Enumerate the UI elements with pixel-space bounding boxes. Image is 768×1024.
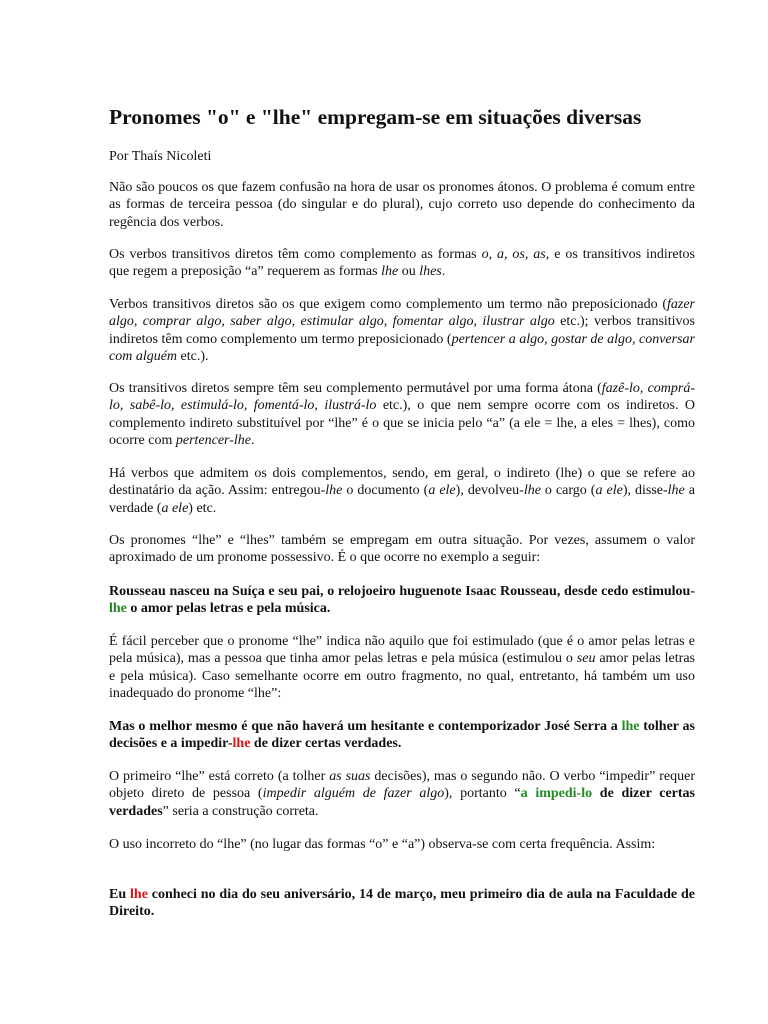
- text-run: .: [251, 433, 255, 449]
- text-run: o cargo (: [540, 483, 596, 499]
- text-run: etc.), o que nem sempre ocorre com os indiretos. O complemento indireto substituível por “lhe” é o que se inicia pelo “a” (a ele = lhe, a eles = lhes), como ocorre com: [109, 398, 695, 449]
- paragraph-4: [109, 380, 695, 450]
- highlight-green: lhe: [109, 601, 127, 617]
- italic-run: a ele: [161, 500, 189, 516]
- text-run: o documento (: [342, 483, 429, 499]
- text-run: Rousseau nasceu na Suíça e seu pai, o relojoeiro huguenote Isaac Rousseau, desde cedo estimulou-: [109, 584, 695, 599]
- text-run: ), disse-: [622, 483, 668, 499]
- italic-run: pertencer-lhe: [175, 433, 251, 449]
- text-run: etc.); verbos transitivos indiretos têm como complemento um termo preposicionado (: [109, 314, 696, 347]
- text-run: a verdade (: [109, 483, 695, 516]
- paragraph-5: [109, 465, 695, 517]
- text-run: Os transitivos diretos sempre têm seu complemento permutável por uma forma átona (: [109, 381, 602, 396]
- text-run: Há verbos que admitem os dois complementos, sendo, em geral, o indireto (lhe) o que se refere ao destinatário da ação. Assim: entregou-: [109, 466, 695, 499]
- text-run: Mas o melhor mesmo é que não haverá um hesitante e contemporizador José Serra a: [109, 719, 622, 734]
- highlight-red: lhe: [130, 887, 148, 902]
- text-run: Os verbos transitivos diretos têm como complemento as formas: [109, 247, 482, 262]
- italic-run: pertencer a algo, gostar de algo, conversar com alguém: [109, 331, 695, 365]
- bold-run: de dizer certas verdades: [109, 786, 695, 819]
- italic-run: lhe: [325, 483, 343, 499]
- text-run: Eu: [109, 887, 131, 902]
- text-run: Verbos transitivos diretos são os que exigem como complemento um termo não preposicionado (: [109, 297, 667, 312]
- italic-run: a ele: [428, 483, 456, 499]
- text-run: ), devolveu-: [455, 483, 524, 499]
- text-run: conheci no dia do seu aniversário, 14 de março, meu primeiro dia de aula na Faculdade de Direito.: [109, 887, 695, 920]
- text-run: tolher as decisões e a impedir-: [109, 719, 695, 752]
- article-title: Pronomes "o" e "lhe" empregam-se em situações diversas: [109, 105, 642, 129]
- example-quote-1: [109, 583, 695, 618]
- text-run: É fácil perceber que o pronome “lhe” indica não aquilo que foi estimulado (que é o amor pelas letras e pela música), mas a pessoa que tinha amor pelas letras e pela música (estimulou o: [109, 634, 695, 667]
- highlight-green: lhe: [621, 719, 640, 734]
- italic-run: fazê-lo, comprá-lo, sabê-lo, estimulá-lo, fomentá-lo, ilustrá-lo: [109, 381, 695, 414]
- text-run: ) etc.: [188, 500, 217, 516]
- text-run: de dizer certas verdades.: [250, 736, 402, 752]
- italic-run: fazer algo, comprar algo, saber algo, estimular algo, fomentar algo, ilustrar algo: [109, 297, 695, 330]
- example-quote-2: [109, 718, 695, 753]
- paragraph-6: Os pronomes “lhe” e “lhes” também se empregam em outra situação. Por vezes, assumem o valor aproximado de um pronome possessivo. É o que ocorre no exemplo a seguir:: [109, 533, 695, 566]
- paragraph-9: O uso incorreto do “lhe” (no lugar das formas “o” e “a”) observa-se com certa frequência. Assim:: [109, 837, 656, 852]
- paragraph-8: [109, 768, 695, 820]
- paragraph-3: [109, 296, 695, 366]
- text-run: .: [441, 264, 446, 280]
- italic-run: seu: [576, 651, 596, 667]
- text-run: ), portanto “: [444, 786, 521, 802]
- italic-run: o, a, os, as: [481, 247, 546, 262]
- text-run: etc.).: [177, 349, 209, 365]
- example-quote-3: [109, 886, 695, 921]
- text-run: , e os transitivos indiretos que regem a preposição “a” requerem as formas: [109, 247, 695, 280]
- italic-run: lhe: [523, 483, 541, 499]
- highlight-red: lhe: [232, 736, 251, 752]
- highlight-green-bold: a impedi-lo: [520, 786, 593, 802]
- italic-run: lhe: [667, 483, 685, 499]
- text-run: o amor pelas letras e pela música.: [126, 601, 331, 617]
- italic-run: lhes: [419, 264, 442, 280]
- italic-run: a ele: [595, 483, 623, 499]
- text-run: amor pelas letras e pela música). Caso semelhante ocorre em outro fragmento, no qual, entretanto, há também um uso inadequado do pronome “lhe”:: [109, 651, 695, 702]
- text-run: decisões), mas o segundo não. O verbo “impedir” requer objeto direto de pessoa (: [109, 769, 695, 802]
- paragraph-1: Não são poucos os que fazem confusão na hora de usar os pronomes átonos. O problema é comum entre as formas de terceira pessoa (do singular e do plural), cujo correto uso depende do conhecimento da regência dos verbos.: [109, 180, 695, 230]
- paragraph-7: [109, 633, 695, 703]
- italic-run: as suas: [329, 769, 371, 784]
- italic-run: lhe: [381, 264, 399, 280]
- paragraph-2: [109, 246, 695, 281]
- text-run: ” seria a construção correta.: [162, 803, 319, 819]
- text-run: O primeiro “lhe” está correto (a tolher: [109, 769, 330, 784]
- italic-run: impedir alguém de fazer algo: [262, 786, 445, 802]
- text-run: ou: [398, 264, 420, 280]
- byline: Por Thaís Nicoleti: [109, 149, 212, 164]
